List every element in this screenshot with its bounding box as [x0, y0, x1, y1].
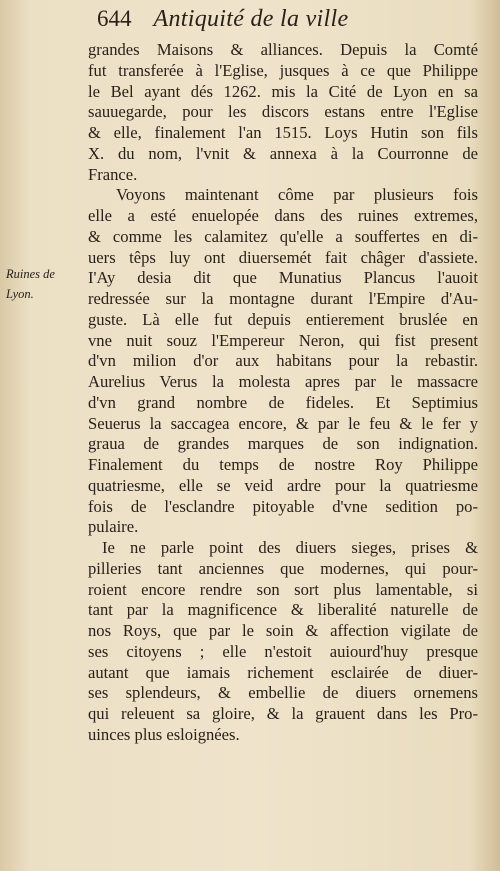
text-line: redressée sur la montagne durant l'Empire d'Au-	[88, 289, 478, 308]
text-line: roient encore rendre son sort plus lamentable, si	[88, 579, 478, 599]
text-line: Seuerus la saccagea encore, & par le feu & le fer y	[88, 413, 478, 433]
text-line: vne nuit souz l'Empereur Neron, qui fist present	[88, 330, 478, 350]
text-line: Ie ne parle point des diuers sieges, prises &	[102, 538, 478, 557]
text-line: le Bel ayant dés 1262. mis la Cité de Lyon en sa	[88, 81, 478, 101]
text-line: Voyons maintenant côme par plusieurs fois	[116, 185, 478, 205]
text-line: graua de grandes marques de son indignation.	[88, 434, 478, 454]
text-line: nos Roys, que par le soin & affection vigilate de	[88, 621, 478, 640]
text-line: ses citoyens ; elle n'estoit auiourd'huy presque	[88, 641, 478, 661]
text-line: elle a esté enuelopée dans des ruines extremes,	[88, 206, 478, 225]
text-line: fut transferée à l'Eglise, jusques à ce que Philippe	[88, 60, 478, 80]
text-line: Aurelius Verus la molesta apres par le massacre	[88, 372, 478, 391]
margin-note-line-1: Ruines de	[6, 267, 55, 281]
margin-note-line-2: Lyon.	[6, 287, 34, 301]
text-line: pulaire.	[88, 517, 139, 537]
text-line: quatriesme, elle se veid ardre pour la quatriesme	[88, 475, 478, 495]
text-line: tant par la magnificence & liberalité naturelle de	[88, 600, 478, 620]
text-line: guste. Là elle fut depuis entierement bruslée en	[88, 309, 478, 329]
text-line: pilleries tant anciennes que modernes, qui pour-	[88, 558, 478, 578]
text-line: & elle, finalement l'an 1515. Loys Hutin son fils	[88, 123, 478, 142]
body-text	[88, 40, 478, 746]
page-number: 644	[97, 6, 132, 31]
page-header	[97, 6, 477, 33]
text-line: France.	[88, 164, 138, 184]
text-line: autant que iamais richement esclairée de diuer-	[88, 662, 478, 682]
text-line: d'vn milion d'or aux habitans pour la rebastir.	[88, 351, 478, 371]
text-line: ses splendeurs, & embellie de diuers ornemens	[88, 683, 478, 703]
text-line: grandes Maisons & alliances. Depuis la Comté	[88, 40, 478, 59]
text-line: uinces plus esloignées.	[88, 724, 240, 744]
text-line: uers têps luy ont diuersemét fait châger d'assiete.	[88, 247, 478, 267]
running-title: Antiquité de la ville	[153, 6, 349, 32]
text-line: fois de l'esclandre pitoyable d'vne sedition po-	[88, 496, 478, 516]
text-line: d'vn grand nombre de fideles. Et Septimius	[88, 392, 478, 412]
text-line: Finalement du temps de nostre Roy Philippe	[88, 455, 478, 474]
text-line: sauuegarde, pour les discors estans entre l'Eglise	[88, 102, 478, 122]
text-line: X. du nom, l'vnit & annexa à la Courronne de	[88, 143, 478, 163]
text-line: qui releuent sa gloire, & la grauent dans les Pro-	[88, 704, 478, 723]
text-line: & comme les calamitez qu'elle a souffertes en di-	[88, 226, 478, 246]
text-line: I'Ay desia dit que Munatius Plancus l'auoit	[88, 268, 478, 288]
